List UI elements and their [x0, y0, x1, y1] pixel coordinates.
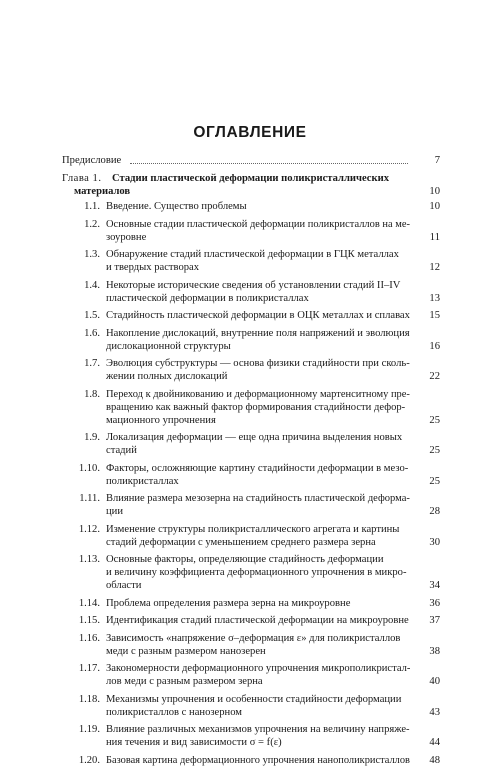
chapter-title-line: Стадии пластической деформации поликристаллических [112, 173, 390, 184]
toc-entry[interactable] [62, 553, 440, 592]
toc-entry[interactable] [62, 200, 440, 213]
page-number: 13 [429, 292, 440, 304]
page-number: 28 [429, 506, 440, 517]
section-title-line: Накопление дислокаций, внутренние поля напряжений и эволюция [106, 327, 410, 339]
section-title-line: Стадийность пластической деформации в ОЦК металлах и сплавах [106, 310, 410, 321]
section-title-line: Влияние размера мезозерна на стадийность пластической деформа- [106, 493, 410, 504]
section-title-line: Некоторые исторические сведения об установлении стадий II–IV [106, 279, 401, 291]
toc-entry[interactable] [62, 309, 440, 322]
section-title-line: дислокационной структуры [106, 340, 231, 352]
toc-entry[interactable] [62, 388, 440, 427]
section-title-line: лов меди с разным размером зерна [106, 676, 263, 687]
page-title: ОГЛАВЛЕНИЕ [193, 124, 307, 141]
section-title-line: мационного упрочнения [106, 414, 216, 426]
page-number: 48 [429, 754, 440, 766]
section-title-line: Основные стадии пластической деформации поликристаллов на ме- [106, 218, 411, 230]
section-title-line: Введение. Существо проблемы [106, 201, 247, 212]
section-number: 1.9. [84, 432, 100, 443]
section-title-line: ния течения и вид зависимости σ = f(ε) [106, 737, 282, 748]
section-number: 1.1. [84, 201, 100, 212]
section-title-line: Переход к двойникованию и деформационному мартенситному пре- [106, 388, 410, 400]
page-number: 38 [429, 645, 440, 657]
section-number: 1.3. [84, 249, 100, 260]
section-title-line: Идентификация стадий пластической деформации на микроуровне [106, 615, 409, 626]
page-number: 40 [429, 676, 440, 687]
page-number: 15 [429, 310, 440, 321]
section-number: 1.5. [84, 310, 100, 321]
page-number: 34 [429, 580, 440, 591]
toc-entry[interactable] [62, 492, 440, 518]
section-number: 1.15. [78, 615, 100, 626]
section-title-line: Зависимость «напряжение σ–деформация ε» для поликристаллов [106, 632, 401, 644]
page-number: 25 [429, 414, 440, 426]
section-title-line: поликристаллах [106, 475, 179, 487]
page-number: 37 [429, 615, 440, 626]
preface-title: Предисловие [62, 155, 122, 166]
page-number: 11 [429, 231, 440, 243]
section-number: 1.14. [78, 597, 100, 609]
toc-entry[interactable] [62, 754, 440, 767]
section-title-line: Эволюция субструктуры — основа физики стадийности при сколь- [106, 358, 410, 369]
section-title-line: вращению как важный фактор формирования стадийности дефор- [106, 401, 406, 413]
page-number: 44 [429, 737, 440, 748]
chapter-label: Глава 1. [62, 173, 102, 184]
section-number: 1.7. [84, 358, 100, 369]
section-number: 1.8. [84, 388, 100, 400]
page-number: 43 [429, 706, 440, 718]
section-title-line: Базовая картина деформационного упрочнения нанополикристаллов [106, 754, 410, 766]
toc-entry[interactable] [62, 723, 440, 749]
page-number: 30 [429, 536, 440, 548]
section-title-line: Проблема определения размера зерна на микроуровне [106, 597, 351, 609]
section-number: 1.20. [78, 754, 100, 766]
toc-preface[interactable] [62, 154, 440, 167]
toc-entry[interactable] [62, 693, 440, 719]
dot-leader [130, 162, 408, 164]
section-number: 1.10. [78, 462, 100, 474]
section-title-line: и величину коэффициента деформационного упрочнения в микро- [106, 567, 407, 578]
page-number: 16 [429, 340, 440, 352]
section-number: 1.2. [84, 218, 100, 230]
section-title-line: Основные факторы, определяющие стадийность деформации [106, 554, 384, 565]
toc-entry[interactable] [62, 462, 440, 488]
page-number: 25 [429, 475, 440, 487]
toc-entry[interactable] [62, 614, 440, 627]
section-title-line: стадий [106, 445, 137, 456]
page-number: 25 [429, 445, 440, 456]
toc-entry[interactable] [62, 431, 440, 457]
section-title-line: Влияние различных механизмов упрочнения на величину напряже- [106, 724, 410, 735]
section-title-line: и твердых растворах [106, 262, 200, 273]
section-number: 1.11. [79, 493, 100, 504]
section-title-line: области [106, 580, 142, 591]
section-number: 1.16. [78, 632, 100, 644]
toc-entry[interactable] [62, 662, 440, 688]
toc-entry[interactable] [62, 597, 440, 610]
section-title-line: зоуровне [106, 231, 147, 243]
section-title-line: меди с разным размером нанозерен [106, 645, 266, 657]
page-number: 7 [434, 155, 440, 166]
section-title-line: Локализация деформации — еще одна причина выделения новых [106, 432, 403, 443]
page-number: 10 [429, 186, 440, 197]
section-title-line: поликристаллов с нанозерном [106, 706, 243, 718]
section-number: 1.6. [84, 327, 100, 339]
toc-entry[interactable] [62, 327, 440, 353]
chapter-title-line: материалов [74, 186, 131, 197]
section-number: 1.19. [78, 724, 100, 735]
section-title-line: Механизмы упрочнения и особенности стадийности деформации [106, 693, 402, 705]
section-title-line: Закономерности деформационного упрочнения микрополикристал- [106, 663, 411, 674]
page-number: 22 [429, 371, 440, 382]
toc-entry[interactable] [62, 632, 440, 658]
section-number: 1.12. [78, 523, 100, 535]
section-title-line: ции [106, 506, 124, 517]
section-title-line: стадий деформации с уменьшением среднего размера зерна [106, 536, 376, 548]
section-number: 1.18. [78, 693, 100, 705]
toc-entry[interactable] [62, 279, 440, 305]
page-number: 36 [429, 597, 440, 609]
section-title-line: жении полных дислокаций [106, 371, 228, 382]
section-title-line: Изменение структуры поликристаллического агрегата и картины [106, 523, 400, 535]
section-title-line: пластической деформации в поликристаллах [106, 292, 309, 304]
section-number: 1.4. [84, 279, 100, 291]
section-title-line: Обнаружение стадий пластической деформации в ГЦК металлах [106, 249, 399, 260]
toc-entry[interactable] [62, 248, 440, 274]
toc-entry[interactable] [62, 218, 440, 244]
section-number: 1.13. [78, 554, 100, 565]
toc-entry[interactable] [62, 523, 440, 549]
page-number: 12 [429, 262, 440, 273]
toc-entry[interactable] [62, 357, 440, 383]
section-title-line: Факторы, осложняющие картину стадийности деформации в мезо- [106, 462, 409, 474]
page-number: 10 [429, 201, 440, 212]
section-number: 1.17. [78, 663, 100, 674]
toc-chapter[interactable] [62, 172, 440, 198]
